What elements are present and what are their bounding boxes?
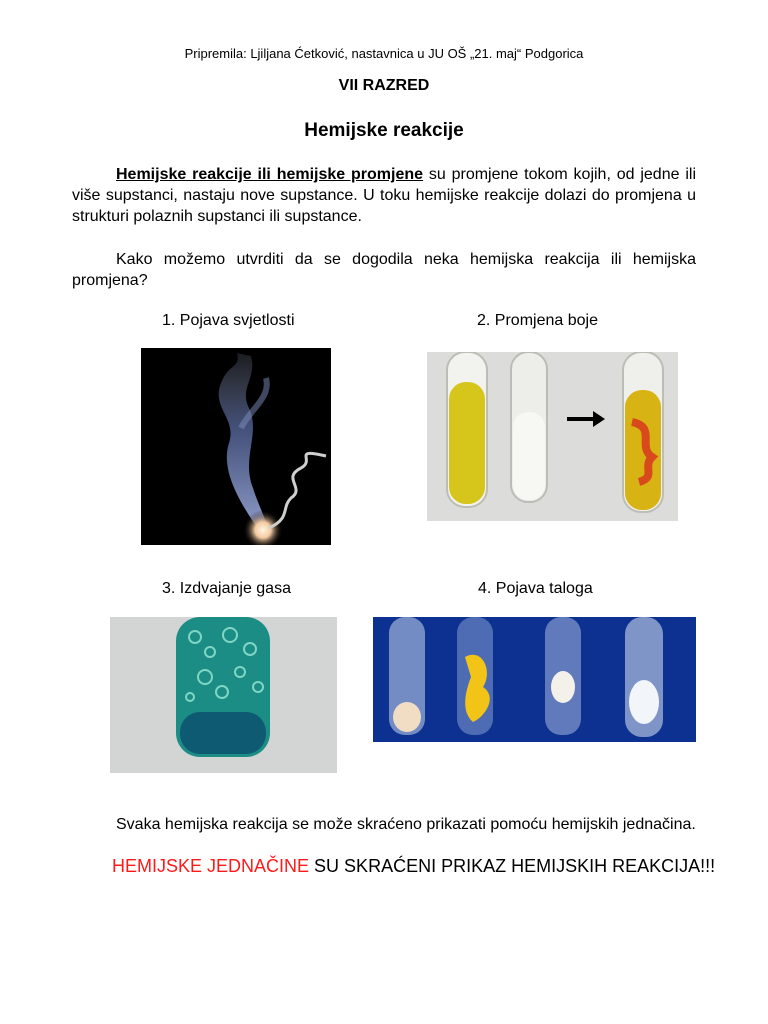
- photo-gas-evolution: [110, 617, 337, 773]
- definition-paragraph: [72, 164, 696, 227]
- summary-text: Svaka hemijska reakcija se može skraćeno prikazati pomoću hemijskih jednačina.: [116, 816, 696, 833]
- grade-heading: VII RAZRED: [338, 77, 430, 94]
- question-paragraph: Kako možemo utvrditi da se dogodila neka hemijska reakcija ili hemijska promjena?: [72, 251, 696, 289]
- photo-color-change: [427, 352, 678, 521]
- photo-light-emission: [141, 348, 331, 545]
- photo-precipitate: [373, 617, 696, 742]
- caption-light: 1. Pojava svjetlosti: [162, 312, 295, 329]
- page-title: Hemijske reakcije: [304, 120, 464, 141]
- definition-text: su promjene tokom kojih, od jedne ili više supstanci, nastaju nove supstance. U toku hemijske reakcije dolazi do promjena u strukturi polaznih supstanci ili supstance.: [72, 166, 697, 225]
- caption-color-change: 2. Promjena boje: [477, 312, 598, 329]
- equations-highlight: [112, 856, 715, 877]
- equations-highlight-rest: SU SKRAĆENI PRIKAZ HEMIJSKIH REAKCIJA!!!: [309, 856, 716, 876]
- caption-gas: 3. Izdvajanje gasa: [162, 580, 291, 597]
- definition-term: Hemijske reakcije ili hemijske promjene: [116, 166, 424, 183]
- caption-precipitate: 4. Pojava taloga: [478, 580, 593, 597]
- author-line: Pripremila: Ljiljana Ćetković, nastavnica u JU OŠ „21. maj“ Podgorica: [184, 46, 584, 61]
- equations-highlight-red: HEMIJSKE JEDNAČINE: [112, 856, 310, 876]
